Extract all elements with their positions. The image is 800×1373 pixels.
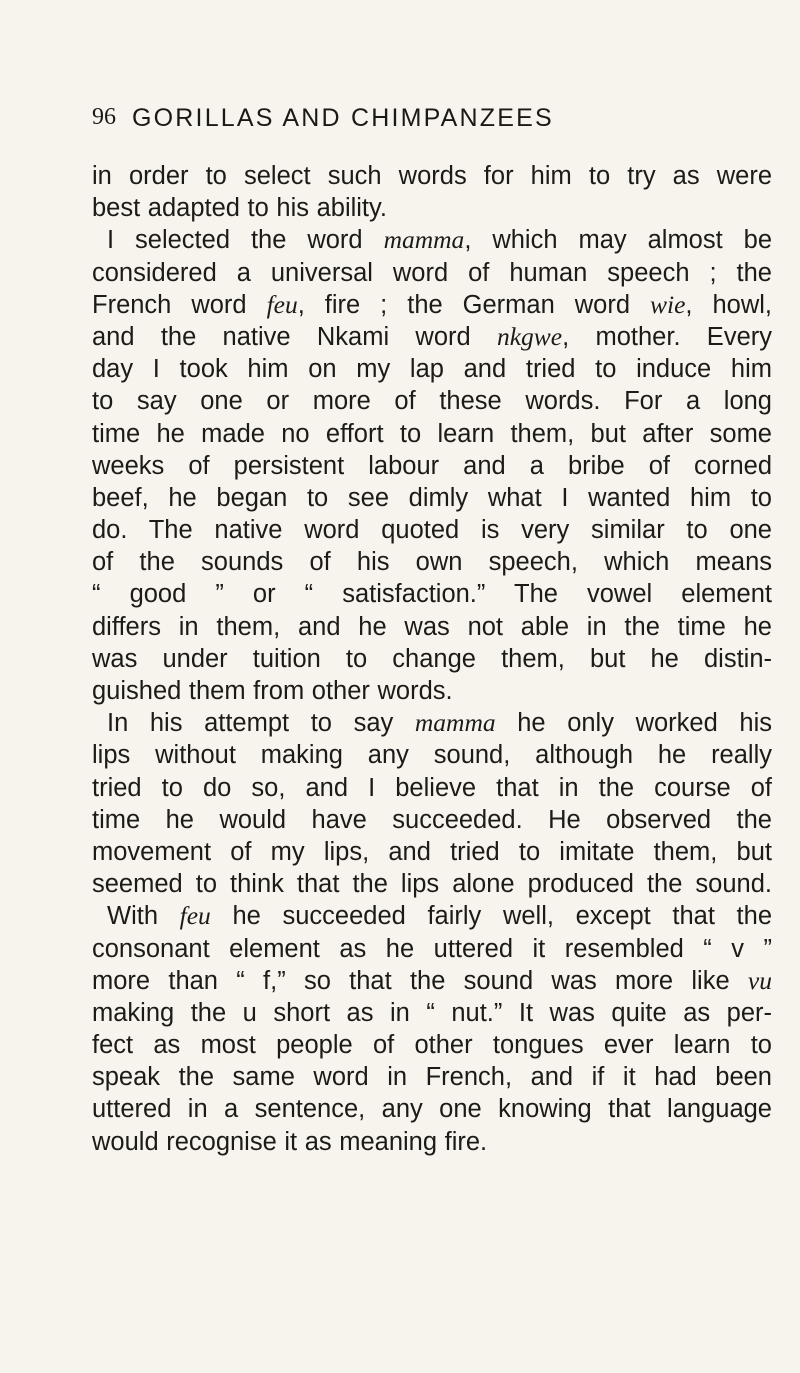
text-line: was under tuition to change them, but he distin- xyxy=(92,644,772,673)
text-line: In his attempt to say mamma he only worked his xyxy=(107,708,772,738)
text-line: With feu he succeeded fairly well, except that the xyxy=(107,901,772,931)
text-line: would recognise it as meaning fire. xyxy=(92,1127,488,1156)
text-line: uttered in a sentence, any one knowing that language xyxy=(92,1095,772,1124)
text-line: do. The native word quoted is very similar to one xyxy=(92,516,772,545)
text-line: time he would have succeeded. He observed the xyxy=(92,805,772,834)
text-line: and the native Nkami word nkgwe, mother. Every xyxy=(92,321,772,351)
text-line: time he made no effort to learn them, but after some xyxy=(92,419,772,448)
text-line: tried to do so, and I believe that in the course of xyxy=(92,773,772,802)
text-line: beef, he began to see dimly what I wanted him to xyxy=(92,483,772,512)
text-line: day I took him on my lap and tried to induce him xyxy=(92,355,772,384)
text-line: to say one or more of these words. For a long xyxy=(92,387,772,416)
text-line: more than “ f,” so that the sound was more like vu xyxy=(92,965,772,995)
text-line: weeks of persistent labour and a bribe of corned xyxy=(92,451,772,480)
text-line: in order to select such words for him to try as were xyxy=(92,162,772,190)
text-line: consonant element as he uttered it resembled “ v ” xyxy=(92,934,772,963)
page-number: 96 xyxy=(92,104,116,130)
text-line: best adapted to his ability. xyxy=(92,194,387,223)
text-line: of the sounds of his own speech, which means xyxy=(92,548,772,577)
text-line: French word feu, fire ; the German word wie, howl, xyxy=(92,289,772,319)
text-line: movement of my lips, and tried to imitate them, but xyxy=(92,837,772,866)
running-title: GORILLAS AND CHIMPANZEES xyxy=(132,104,554,132)
text-line: lips without making any sound, although he really xyxy=(92,741,772,770)
text-line: guished them from other words. xyxy=(92,677,453,705)
text-line: I selected the word mamma, which may almost be xyxy=(107,225,773,255)
text-line: speak the same word in French, and if it had been xyxy=(92,1063,772,1092)
text-line: making the u short as in “ nut.” It was quite as per- xyxy=(92,998,772,1027)
text-line: considered a universal word of human speech ; the xyxy=(92,258,772,287)
text-line: “ good ” or “ satisfaction.” The vowel element xyxy=(92,580,772,609)
running-header xyxy=(92,104,752,140)
text-line: seemed to think that the lips alone produced the sound. xyxy=(92,870,772,899)
text-line: differs in them, and he was not able in the time he xyxy=(92,612,772,641)
text-line: fect as most people of other tongues ever learn to xyxy=(92,1031,772,1060)
body-text xyxy=(92,160,772,1158)
